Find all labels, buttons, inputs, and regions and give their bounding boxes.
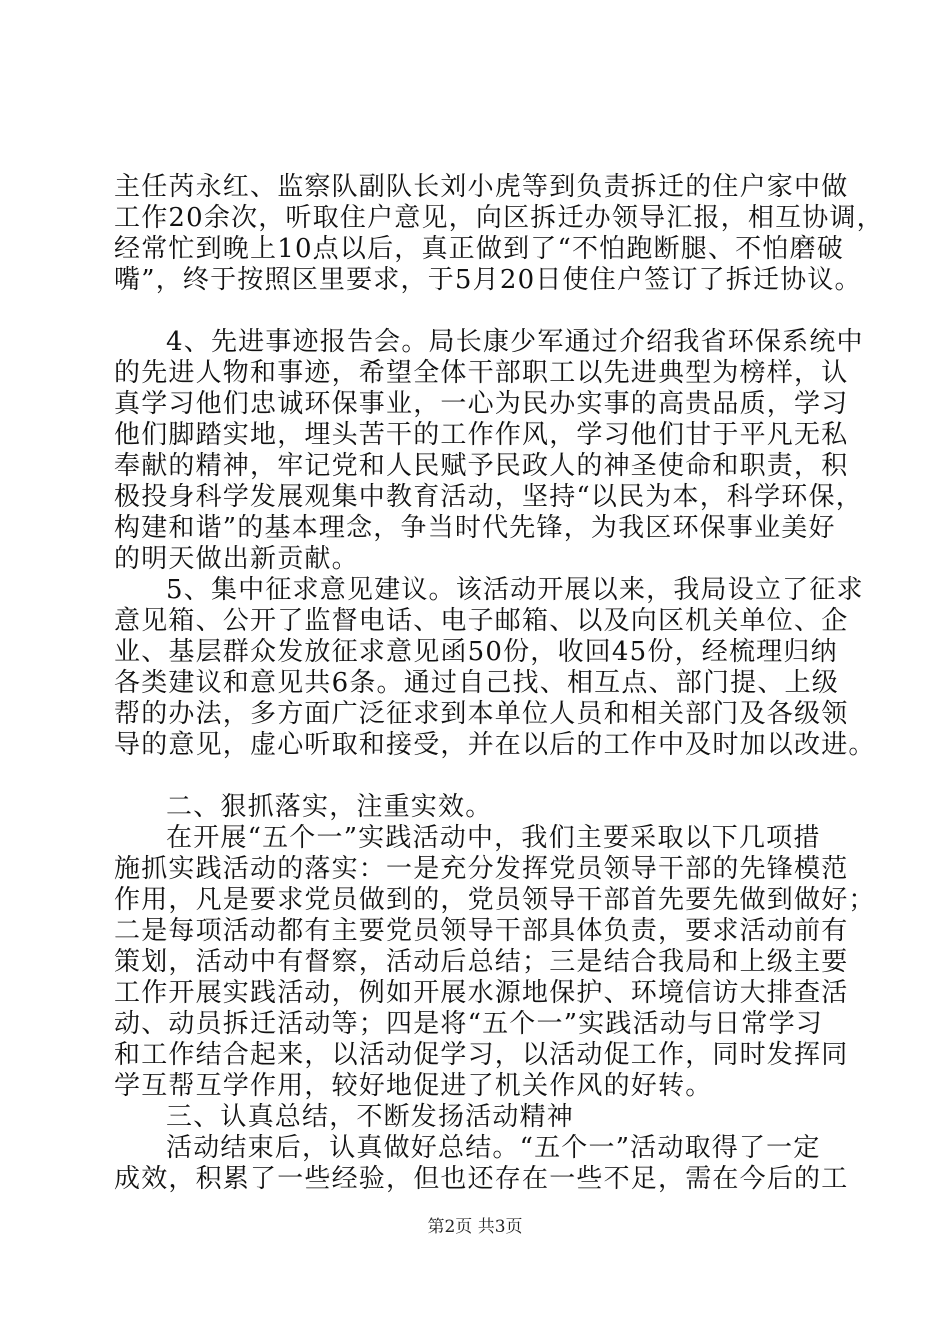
text-line: 业、基层群众发放征求意见函50份，收回45份，经梳理归纳 (114, 637, 838, 668)
text-line: 活动结束后，认真做好总结。“五个一”活动取得了一定 (166, 1133, 821, 1164)
text-line: 二是每项活动都有主要党员领导干部具体负责，要求活动前有 (114, 916, 849, 947)
page-number: 第2页 共3页 (427, 1217, 523, 1237)
text-line: 经常忙到晚上10点以后，真正做到了“不怕跑断腿、不怕磨破 (114, 234, 844, 265)
text-line: 奉献的精神，牢记党和人民赋予民政人的神圣使命和职责，积 (114, 451, 849, 482)
text-line: 5、集中征求意见建议。该活动开展以来，我局设立了征求 (166, 575, 864, 606)
text-line: 在开展“五个一”实践活动中，我们主要采取以下几项措 (166, 823, 821, 854)
section-heading: 二、狠抓落实，注重实效。 (166, 792, 493, 823)
text-line: 策划，活动中有督察，活动后总结；三是结合我局和上级主要 (114, 947, 849, 978)
text-line: 嘴”，终于按照区里要求，于5月20日使住户签订了拆迁协议。 (114, 265, 862, 296)
text-line: 意见箱、公开了监督电话、电子邮箱、以及向区机关单位、企 (114, 606, 849, 637)
text-line: 动、动员拆迁活动等；四是将“五个一”实践活动与日常学习 (114, 1009, 823, 1040)
section-heading: 三、认真总结，不断发扬活动精神 (166, 1102, 575, 1133)
text-line: 真学习他们忠诚环保事业，一心为民办实事的高贵品质，学习 (114, 389, 849, 420)
text-line: 学互帮互学作用，较好地促进了机关作风的好转。 (114, 1071, 713, 1102)
text-line: 各类建议和意见共6条。通过自己找、相互点、部门提、上级 (114, 668, 839, 699)
text-line: 导的意见，虚心听取和接受，并在以后的工作中及时加以改进。 (114, 730, 876, 761)
text-line: 成效，积累了一些经验，但也还存在一些不足，需在今后的工 (114, 1164, 849, 1195)
text-line: 帮的办法，多方面广泛征求到本单位人员和相关部门及各级领 (114, 699, 849, 730)
text-line: 施抓实践活动的落实：一是充分发挥党员领导干部的先锋模范 (114, 854, 849, 885)
text-line: 作用，凡是要求党员做到的，党员领导干部首先要先做到做好； (114, 885, 876, 916)
text-line: 的明天做出新贡献。 (114, 544, 359, 575)
text-line: 他们脚踏实地，埋头苦干的工作作风，学习他们甘于平凡无私 (114, 420, 849, 451)
text-line: 工作开展实践活动，例如开展水源地保护、环境信访大排查活 (114, 978, 849, 1009)
text-line: 工作20余次，听取住户意见，向区拆迁办领导汇报，相互协调， (114, 203, 884, 233)
text-line: 构建和谐”的基本理念，争当时代先锋，为我区环保事业美好 (114, 513, 836, 544)
text-line: 和工作结合起来，以活动促学习，以活动促工作，同时发挥同 (114, 1040, 849, 1071)
text-line: 4、先进事迹报告会。局长康少军通过介绍我省环保系统中 (166, 327, 864, 358)
text-line: 的先进人物和事迹，希望全体干部职工以先进典型为榜样，认 (114, 358, 849, 389)
text-line: 主任芮永红、监察队副队长刘小虎等到负责拆迁的住户家中做 (114, 172, 849, 202)
text-line: 极投身科学发展观集中教育活动，坚持“以民为本，科学环保， (114, 482, 863, 513)
